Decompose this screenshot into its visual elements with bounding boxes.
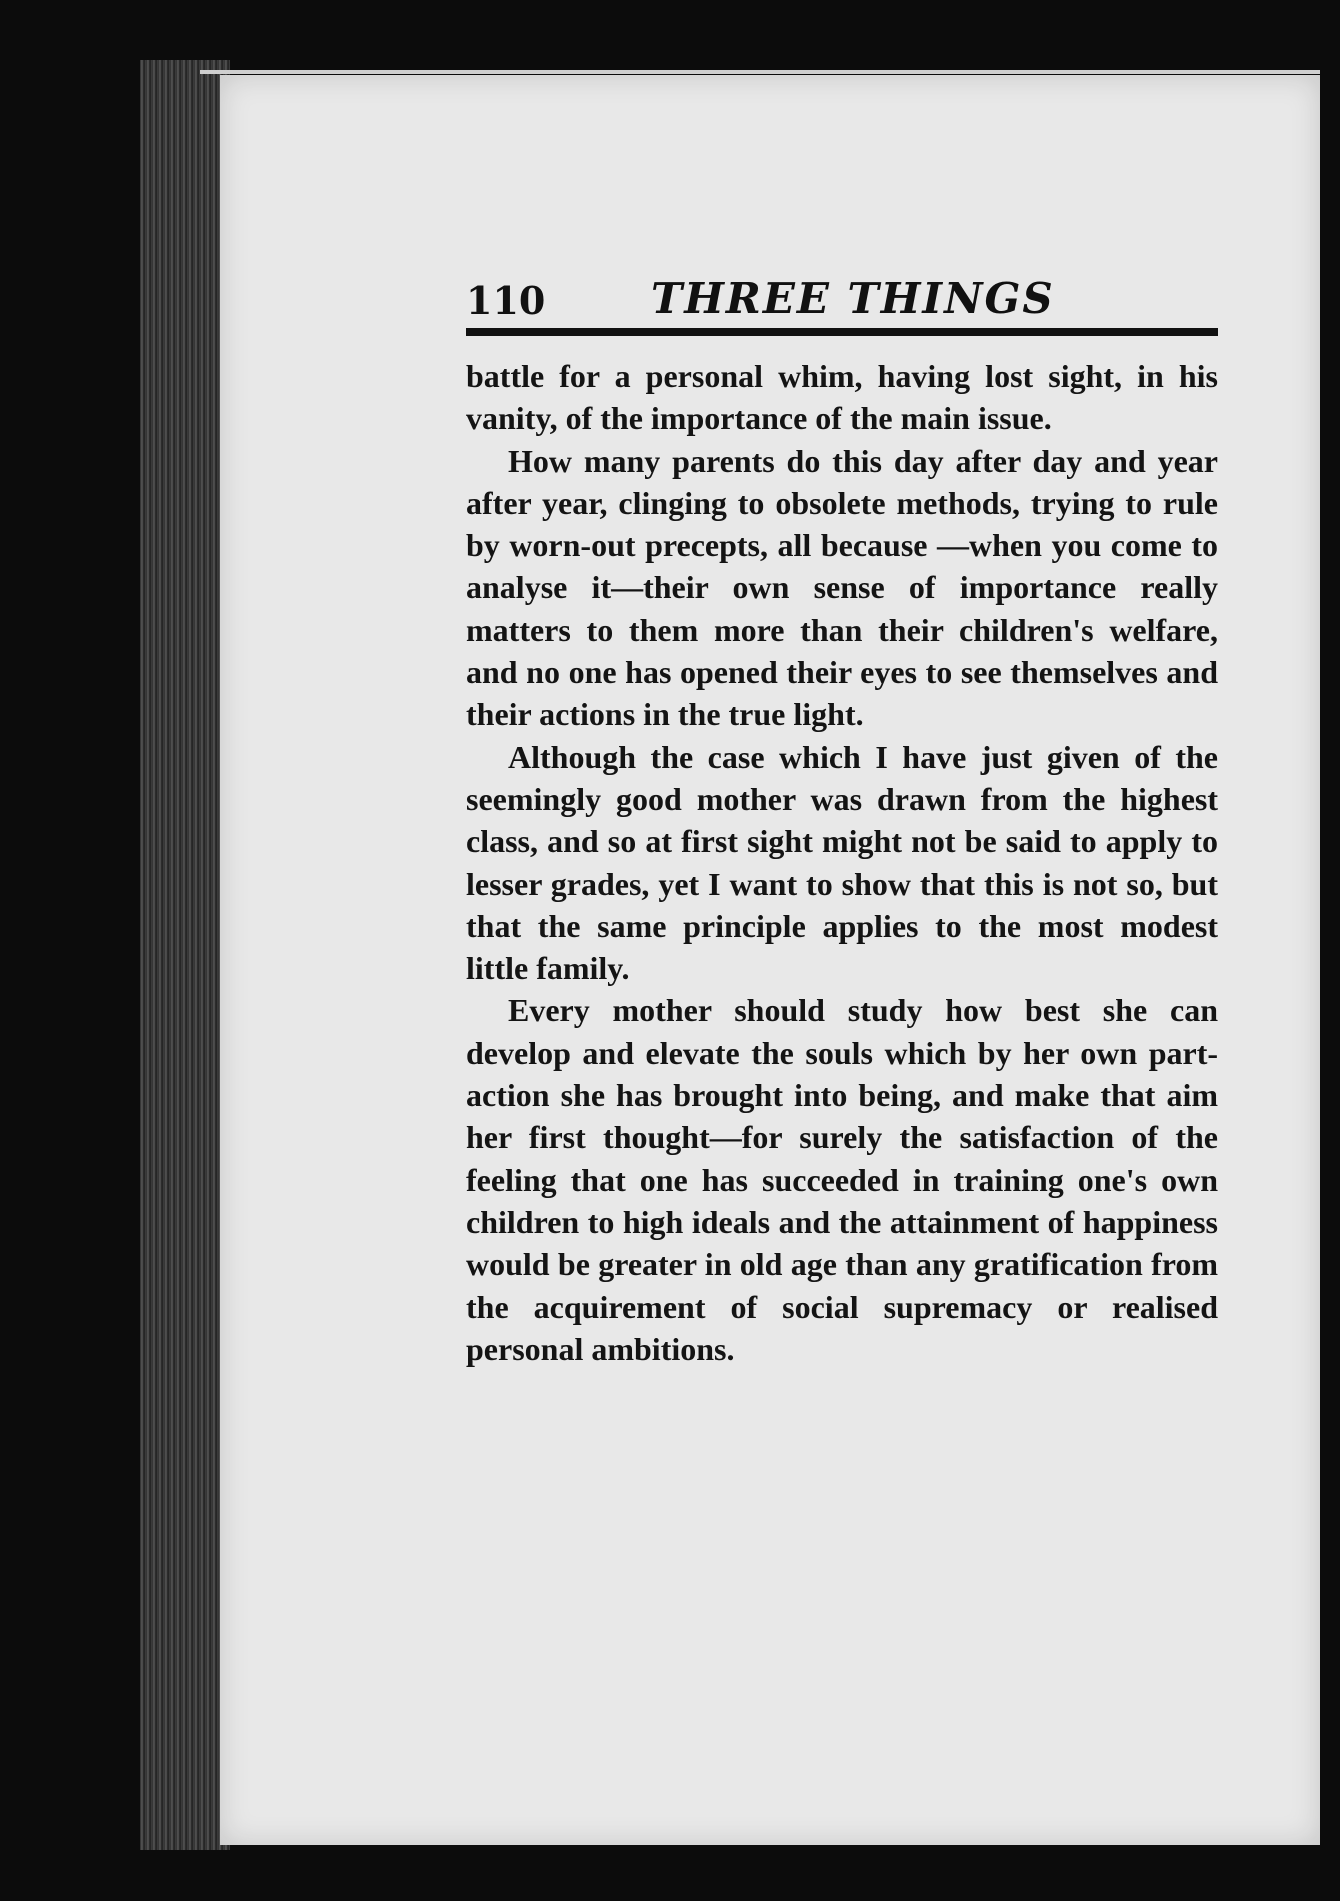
page-top-edge bbox=[200, 70, 1320, 74]
body-text bbox=[466, 355, 1218, 1370]
book-page-edges bbox=[140, 60, 230, 1850]
paragraph: How many parents do this day after day and year after year, clinging to obsolete methods, trying to rule by worn-out precepts, all because —when you come to analyse it—their own sense of importance really matters to them more than their children's welfare, and no one has opened their eyes to see themselves and their actions in the true light. bbox=[466, 442, 1218, 733]
page-number: 110 bbox=[466, 278, 546, 323]
running-title: THREE THINGS bbox=[651, 274, 1055, 323]
paragraph: Every mother should study how best she can develop and elevate the souls which by her own part-action she has brought into being, and make that aim her first thought—for surely the satisfaction of the feeling that one has succeeded in training one's own children to high ideals and the attainment of happiness would be greater in old age than any gratification from the acquirement of social supremacy or realised personal ambitions. bbox=[466, 992, 1218, 1367]
page-header bbox=[466, 270, 1218, 330]
paragraph: Although the case which I have just given of the seemingly good mother was drawn from the highest class, and so at first sight might not be said to apply to lesser grades, yet I want to show that this is not so, but that the same principle applies to the most modest little family. bbox=[466, 738, 1218, 987]
paragraph: battle for a personal whim, having lost sight, in his vanity, of the importance of the main issue. bbox=[466, 358, 1218, 437]
header-rule bbox=[466, 328, 1218, 336]
